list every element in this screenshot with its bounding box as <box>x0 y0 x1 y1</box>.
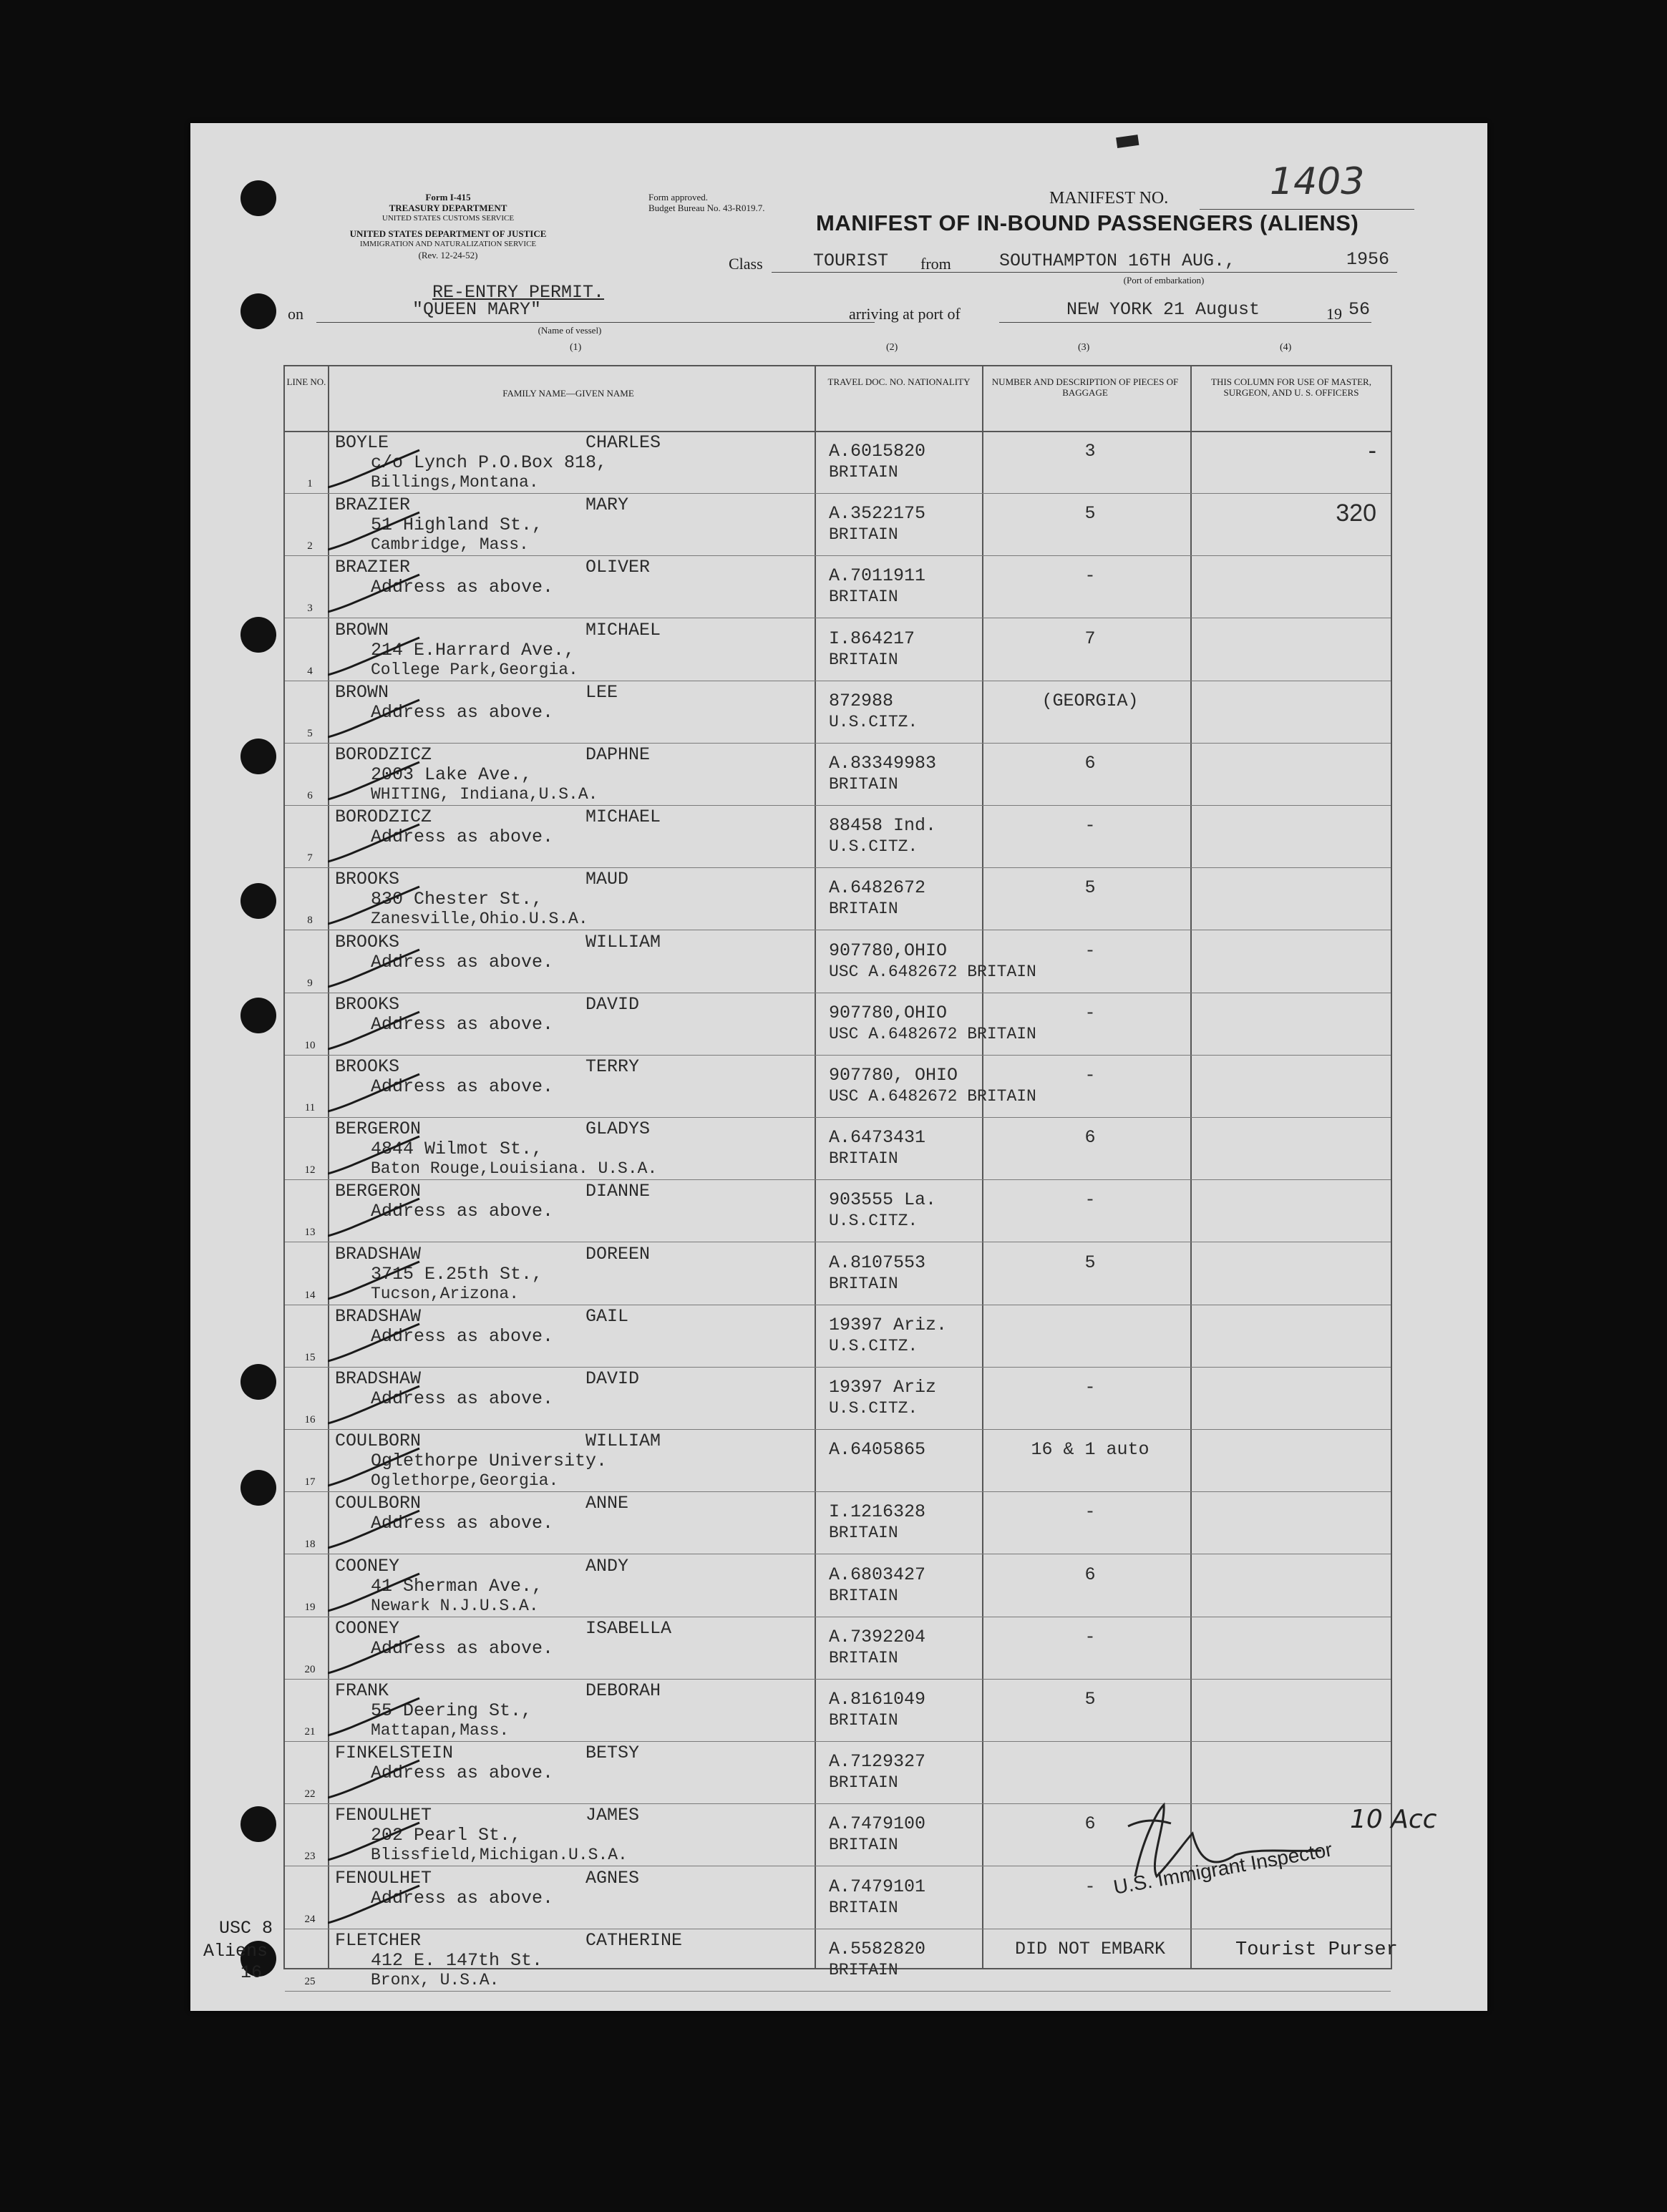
address-line-1: 830 Chester St., <box>371 889 543 910</box>
family-name: BRAZIER <box>335 494 411 516</box>
port-embark-label: (Port of embarkation) <box>1123 275 1205 286</box>
header-line-no: LINE NO. <box>286 376 326 387</box>
given-name: GAIL <box>585 1305 629 1327</box>
check-mark-icon <box>328 1506 421 1549</box>
address-line-1: Address as above. <box>371 1637 554 1659</box>
nationality: BRITAIN <box>829 1149 898 1169</box>
table-row <box>285 993 1391 1056</box>
col-number-4: (4) <box>1280 342 1292 353</box>
given-name: MICHAEL <box>585 807 661 828</box>
check-mark-icon <box>328 758 421 801</box>
travel-doc-number: A.5582820 <box>829 1938 926 1959</box>
inspector-note: 10 Acc <box>1350 1805 1437 1834</box>
table-row <box>285 1117 1391 1180</box>
nationality: USC A.6482672 BRITAIN <box>829 1024 1036 1043</box>
line-number: 10 <box>304 1039 316 1051</box>
travel-doc-number: A.7479100 <box>829 1813 926 1835</box>
baggage-count: DID NOT EMBARK <box>1014 1938 1166 1959</box>
table-row <box>285 431 1391 494</box>
baggage-count: - <box>1084 1501 1096 1523</box>
line-number: 4 <box>307 665 313 677</box>
given-name: CATHERINE <box>585 1929 683 1951</box>
baggage-count: - <box>1084 1065 1096 1086</box>
address-line-1: Address as above. <box>371 577 554 598</box>
treasury-dept: TREASURY DEPARTMENT <box>389 203 507 213</box>
check-mark-icon <box>328 1881 421 1924</box>
footer-count: 16 <box>240 1962 263 1983</box>
travel-doc-number: 903555 La. <box>829 1189 937 1211</box>
line-number: 9 <box>307 977 313 989</box>
family-name: BROOKS <box>335 1056 400 1077</box>
address-line-1: Address as above. <box>371 1201 554 1222</box>
address-line-2: Blissfield,Michigan.U.S.A. <box>371 1846 628 1865</box>
address-line-1: Address as above. <box>371 1325 554 1347</box>
family-name: BRAZIER <box>335 557 411 578</box>
address-line-1: Address as above. <box>371 1513 554 1534</box>
given-name: GLADYS <box>585 1119 651 1140</box>
address-line-1: 4844 Wilmot St., <box>371 1139 543 1160</box>
nationality: BRITAIN <box>829 1711 898 1730</box>
family-name: BRADSHAW <box>335 1368 422 1389</box>
punch-hole <box>240 1364 276 1400</box>
line-number: 7 <box>307 852 313 864</box>
check-mark-icon <box>328 882 421 925</box>
baggage-count: 7 <box>1084 628 1096 649</box>
address-line-2: Newark N.J.U.S.A. <box>371 1596 539 1615</box>
check-mark-icon <box>328 1694 421 1737</box>
nationality: BRITAIN <box>829 650 898 669</box>
check-mark-icon <box>328 570 421 613</box>
check-mark-icon <box>328 1257 421 1300</box>
table-row <box>285 493 1391 556</box>
check-mark-icon <box>328 1756 421 1799</box>
check-mark-icon <box>328 945 421 988</box>
given-name: ANDY <box>585 1555 629 1577</box>
travel-doc-number: A.6405865 <box>829 1439 926 1461</box>
given-name: CHARLES <box>585 432 661 453</box>
baggage-count: 3 <box>1084 441 1096 462</box>
check-mark-icon <box>328 1132 421 1175</box>
table-row <box>285 930 1391 993</box>
check-mark-icon <box>328 1008 421 1051</box>
travel-doc-number: A.8161049 <box>829 1689 926 1710</box>
address-line-2: Cambridge, Mass. <box>371 535 529 555</box>
table-row <box>285 1179 1391 1242</box>
vessel-name-label: (Name of vessel) <box>538 325 602 336</box>
baggage-count: - <box>1084 815 1096 837</box>
family-name: BRADSHAW <box>335 1305 422 1327</box>
family-name: FLETCHER <box>335 1929 422 1951</box>
nationality: BRITAIN <box>829 1586 898 1605</box>
stamp-mark-icon: ▬ <box>1111 121 1143 158</box>
family-name: BERGERON <box>335 1181 422 1202</box>
address-line-2: Baton Rouge,Louisiana. U.S.A. <box>371 1159 658 1179</box>
baggage-count: - <box>1084 1189 1096 1211</box>
baggage-count: 6 <box>1084 1127 1096 1149</box>
address-line-2: WHITING, Indiana,U.S.A. <box>371 785 598 804</box>
manifest-sheet <box>190 123 1487 2011</box>
baggage-count: (GEORGIA) <box>1041 690 1139 711</box>
vessel-name: "QUEEN MARY" <box>412 299 542 320</box>
travel-doc-number: A.8107553 <box>829 1252 926 1273</box>
travel-doc-number: A.7479101 <box>829 1876 926 1897</box>
nationality: BRITAIN <box>829 525 898 545</box>
punch-hole <box>240 1806 276 1842</box>
table-body <box>285 431 1391 1989</box>
family-name: BRADSHAW <box>335 1243 422 1265</box>
given-name: MAUD <box>585 869 629 890</box>
address-line-1: 55 Deering St., <box>371 1700 533 1721</box>
given-name: DOREEN <box>585 1243 651 1265</box>
given-name: OLIVER <box>585 557 651 578</box>
line-number: 25 <box>304 1975 316 1987</box>
travel-doc-number: 907780,OHIO <box>829 940 948 961</box>
family-name: COULBORN <box>335 1431 422 1452</box>
col-number-3: (3) <box>1078 342 1090 353</box>
line-number: 6 <box>307 790 313 802</box>
baggage-count: 6 <box>1084 1813 1096 1835</box>
revision: (Rev. 12-24-52) <box>418 250 478 260</box>
punch-hole <box>240 998 276 1033</box>
family-name: COULBORN <box>335 1493 422 1514</box>
baggage-count: 6 <box>1084 1564 1096 1585</box>
address-line-2: Zanesville,Ohio.U.S.A. <box>371 910 588 929</box>
address-line-1: Address as above. <box>371 1388 554 1409</box>
family-name: FRANK <box>335 1680 389 1701</box>
line-number: 21 <box>304 1726 316 1738</box>
family-name: BORODZICZ <box>335 744 432 765</box>
travel-doc-number: A.83349983 <box>829 753 937 774</box>
address-line-2: Billings,Montana. <box>371 473 539 492</box>
check-mark-icon <box>328 1382 421 1425</box>
punch-hole <box>240 883 276 919</box>
manifest-no-underline <box>1200 209 1414 210</box>
nationality: BRITAIN <box>829 1960 898 1979</box>
budget-bureau: Budget Bureau No. 43-R019.7. <box>648 203 765 213</box>
given-name: DAPHNE <box>585 744 651 765</box>
baggage-count: 5 <box>1084 1689 1096 1710</box>
ins-service: IMMIGRATION AND NATURALIZATION SERVICE <box>359 240 537 248</box>
check-mark-icon <box>328 1194 421 1237</box>
given-name: MICHAEL <box>585 619 661 640</box>
address-line-1: 412 E. 147th St. <box>371 1949 543 1971</box>
address-line-1: Address as above. <box>371 1076 554 1097</box>
address-line-1: 214 E.Harrard Ave., <box>371 639 575 661</box>
given-name: WILLIAM <box>585 931 661 952</box>
table-row <box>285 555 1391 618</box>
family-name: COONEY <box>335 1617 400 1639</box>
check-mark-icon <box>328 1070 421 1113</box>
from-year: 1956 <box>1346 249 1390 270</box>
address-line-1: Address as above. <box>371 1763 554 1784</box>
manifest-title: MANIFEST OF IN-BOUND PASSENGERS (ALIENS) <box>816 210 1359 235</box>
inspector-stamp <box>1114 1798 1486 1941</box>
check-mark-icon <box>328 1632 421 1675</box>
given-name: WILLIAM <box>585 1431 661 1452</box>
baggage-count: - <box>1084 940 1096 961</box>
nationality: BRITAIN <box>829 1274 898 1293</box>
on-label: on <box>288 305 303 323</box>
form-id: Form I-415 <box>425 192 471 203</box>
table-row <box>285 1242 1391 1305</box>
address-line-2: Mattapan,Mass. <box>371 1721 510 1740</box>
address-line-1: 3715 E.25th St., <box>371 1263 543 1285</box>
footer-aliens: Aliens <box>203 1941 268 1962</box>
nationality: U.S.CITZ. <box>829 1336 918 1355</box>
baggage-count: 5 <box>1084 1252 1096 1273</box>
travel-doc-number: A.6015820 <box>829 441 926 462</box>
table-row <box>285 1367 1391 1430</box>
given-name: LEE <box>585 681 618 703</box>
baggage-count: - <box>1084 1876 1096 1897</box>
address-line-1: Address as above. <box>371 951 554 973</box>
table-row <box>285 805 1391 868</box>
officer-note: 320 <box>1336 500 1376 527</box>
punch-hole <box>240 617 276 653</box>
given-name: DAVID <box>585 993 640 1015</box>
col-number-1: (1) <box>570 342 582 353</box>
line-number: 19 <box>304 1601 316 1613</box>
line-number: 17 <box>304 1476 316 1489</box>
passenger-table <box>283 365 1392 1989</box>
line-number: 13 <box>304 1227 316 1239</box>
line-number: 12 <box>304 1164 316 1176</box>
manifest-number: 1403 <box>1270 160 1365 203</box>
table-row <box>285 1305 1391 1368</box>
given-name: BETSY <box>585 1743 640 1764</box>
from-underline <box>961 272 1397 273</box>
table-row <box>285 1554 1391 1617</box>
header-travel-doc: TRAVEL DOC. NO. NATIONALITY <box>827 376 971 387</box>
travel-doc-number: 88458 Ind. <box>829 815 937 837</box>
table-row <box>285 1429 1391 1492</box>
address-line-1: Address as above. <box>371 1013 554 1035</box>
given-name: MARY <box>585 494 629 516</box>
arriving-underline <box>999 322 1371 323</box>
line-number: 11 <box>304 1102 316 1114</box>
baggage-count: - <box>1084 1002 1096 1023</box>
check-mark-icon <box>328 446 421 489</box>
family-name: FENOULHET <box>335 1805 432 1826</box>
check-mark-icon <box>328 820 421 863</box>
address-line-2: Bronx, U.S.A. <box>371 1970 500 1989</box>
arriving-port: NEW YORK 21 August <box>1066 299 1260 320</box>
family-name: BROOKS <box>335 931 400 952</box>
table-row <box>285 1491 1391 1554</box>
travel-doc-number: A.3522175 <box>829 503 926 525</box>
nationality: USC A.6482672 BRITAIN <box>829 962 1036 981</box>
check-mark-icon <box>328 1444 421 1487</box>
check-mark-icon <box>328 508 421 551</box>
line-number: 23 <box>304 1851 316 1863</box>
family-name: BROOKS <box>335 993 400 1015</box>
family-name: BROOKS <box>335 869 400 890</box>
nationality: BRITAIN <box>829 900 898 919</box>
reentry-permit: RE-ENTRY PERMIT. <box>432 282 605 303</box>
family-name: FENOULHET <box>335 1867 432 1889</box>
header-officers: THIS COLUMN FOR USE OF MASTER, SURGEON, AND U. S. OFFICERS <box>1211 376 1371 398</box>
address-line-2: Tucson,Arizona. <box>371 1284 520 1303</box>
given-name: TERRY <box>585 1056 640 1077</box>
class-label: Class <box>729 255 763 273</box>
nationality: U.S.CITZ. <box>829 712 918 731</box>
baggage-count: - <box>1084 1377 1096 1398</box>
family-name: COONEY <box>335 1555 400 1577</box>
table-row <box>285 1055 1391 1118</box>
line-number: 14 <box>304 1289 316 1301</box>
travel-doc-number: I.1216328 <box>829 1501 926 1523</box>
given-name: DAVID <box>585 1368 640 1389</box>
form-approved: Form approved. <box>648 192 709 203</box>
line-number: 3 <box>307 603 313 615</box>
travel-doc-number: 19397 Ariz <box>829 1377 937 1398</box>
address-line-1: 41 Sherman Ave., <box>371 1575 543 1597</box>
baggage-count: 16 & 1 auto <box>1031 1439 1150 1461</box>
address-line-1: 202 Pearl St., <box>371 1825 522 1846</box>
punch-hole <box>240 180 276 216</box>
col-number-2: (2) <box>886 342 898 353</box>
family-name: BERGERON <box>335 1119 422 1140</box>
nationality: BRITAIN <box>829 463 898 482</box>
travel-doc-number: I.864217 <box>829 628 915 649</box>
line-number: 5 <box>307 727 313 739</box>
punch-hole <box>240 293 276 329</box>
line-number: 8 <box>307 915 313 927</box>
punch-hole <box>240 1470 276 1506</box>
address-line-1: 51 Highland St., <box>371 515 543 536</box>
nationality: BRITAIN <box>829 775 898 794</box>
table-row <box>285 867 1391 930</box>
nationality: U.S.CITZ. <box>829 837 918 857</box>
line-number: 22 <box>304 1788 316 1801</box>
table-row <box>285 1679 1391 1742</box>
baggage-count: - <box>1084 1626 1096 1647</box>
travel-doc-number: A.6482672 <box>829 877 926 899</box>
given-name: DIANNE <box>585 1181 651 1202</box>
arriving-year-prefix: 19 <box>1326 305 1342 323</box>
address-line-1: 2003 Lake Ave., <box>371 764 533 785</box>
officer-note: - <box>1368 437 1376 464</box>
nationality: BRITAIN <box>829 1524 898 1543</box>
table-row <box>285 1617 1391 1680</box>
address-line-1: Address as above. <box>371 827 554 848</box>
check-mark-icon <box>328 633 421 676</box>
line-number: 2 <box>307 540 313 552</box>
travel-doc-number: A.6473431 <box>829 1127 926 1149</box>
check-mark-icon <box>328 696 421 739</box>
check-mark-icon <box>328 1569 421 1612</box>
class-value: TOURIST <box>813 250 889 271</box>
given-name: DEBORAH <box>585 1680 661 1701</box>
header-baggage: NUMBER AND DESCRIPTION OF PIECES OF BAGGAGE <box>991 376 1179 398</box>
check-mark-icon <box>328 1320 421 1363</box>
address-line-1: c/o Lynch P.O.Box 818, <box>371 452 608 473</box>
family-name: BROWN <box>335 681 389 703</box>
travel-doc-number: A.6803427 <box>829 1564 926 1585</box>
from-label: from <box>920 255 951 273</box>
table-row <box>285 743 1391 806</box>
line-number: 24 <box>304 1913 316 1925</box>
nationality: USC A.6482672 BRITAIN <box>829 1087 1036 1106</box>
nationality: U.S.CITZ. <box>829 1399 918 1418</box>
travel-doc-number: 872988 <box>829 690 894 711</box>
given-name: AGNES <box>585 1867 640 1889</box>
travel-doc-number: A.7392204 <box>829 1626 926 1647</box>
table-row <box>285 1741 1391 1804</box>
travel-doc-number: A.7129327 <box>829 1751 926 1773</box>
nationality: BRITAIN <box>829 1773 898 1793</box>
punch-hole <box>240 739 276 774</box>
given-name: ANNE <box>585 1493 629 1514</box>
inspector-title: U.S. Immigrant Inspector <box>1112 1838 1334 1899</box>
table-header <box>285 366 1391 432</box>
baggage-count: 6 <box>1084 753 1096 774</box>
travel-doc-number: 907780,OHIO <box>829 1002 948 1023</box>
baggage-count: 5 <box>1084 877 1096 899</box>
family-name: FINKELSTEIN <box>335 1743 454 1764</box>
justice-dept: UNITED STATES DEPARTMENT OF JUSTICE <box>349 228 547 239</box>
header-name: FAMILY NAME—GIVEN NAME <box>502 388 634 399</box>
table-row <box>285 681 1391 744</box>
address-line-1: Oglethorpe University. <box>371 1451 608 1472</box>
address-line-2: Oglethorpe,Georgia. <box>371 1471 559 1491</box>
address-line-2: College Park,Georgia. <box>371 660 578 679</box>
from-value: SOUTHAMPTON 16TH AUG., <box>999 250 1236 271</box>
line-number: 20 <box>304 1663 316 1675</box>
arriving-label: arriving at port of <box>849 305 961 323</box>
baggage-count: - <box>1084 565 1096 587</box>
check-mark-icon <box>328 1818 421 1861</box>
travel-doc-number: 19397 Ariz. <box>829 1314 948 1335</box>
line-number: 1 <box>307 478 313 489</box>
family-name: BROWN <box>335 619 389 640</box>
manifest-no-label: MANIFEST NO. <box>1049 189 1169 208</box>
line-number: 15 <box>304 1351 316 1363</box>
given-name: ISABELLA <box>585 1617 672 1639</box>
nationality: BRITAIN <box>829 1648 898 1667</box>
footer-usc: USC 8 <box>219 1918 273 1939</box>
nationality: BRITAIN <box>829 1898 898 1917</box>
form-agency-block <box>283 192 613 260</box>
family-name: BOYLE <box>335 432 389 453</box>
customs-service: UNITED STATES CUSTOMS SERVICE <box>381 214 515 223</box>
nationality: BRITAIN <box>829 588 898 607</box>
arriving-year: 56 <box>1348 299 1371 320</box>
baggage-count: 5 <box>1084 503 1096 525</box>
nationality: BRITAIN <box>829 1836 898 1855</box>
travel-doc-number: A.7011911 <box>829 565 926 587</box>
line-number: 18 <box>304 1539 316 1551</box>
line-number: 16 <box>304 1414 316 1426</box>
purser-title: Tourist Purser <box>1235 1939 1398 1961</box>
vessel-underline <box>316 322 875 323</box>
nationality: U.S.CITZ. <box>829 1212 918 1231</box>
address-line-1: Address as above. <box>371 701 554 723</box>
given-name: JAMES <box>585 1805 640 1826</box>
family-name: BORODZICZ <box>335 807 432 828</box>
table-row <box>285 618 1391 681</box>
travel-doc-number: 907780, OHIO <box>829 1065 958 1086</box>
address-line-1: Address as above. <box>371 1887 554 1909</box>
